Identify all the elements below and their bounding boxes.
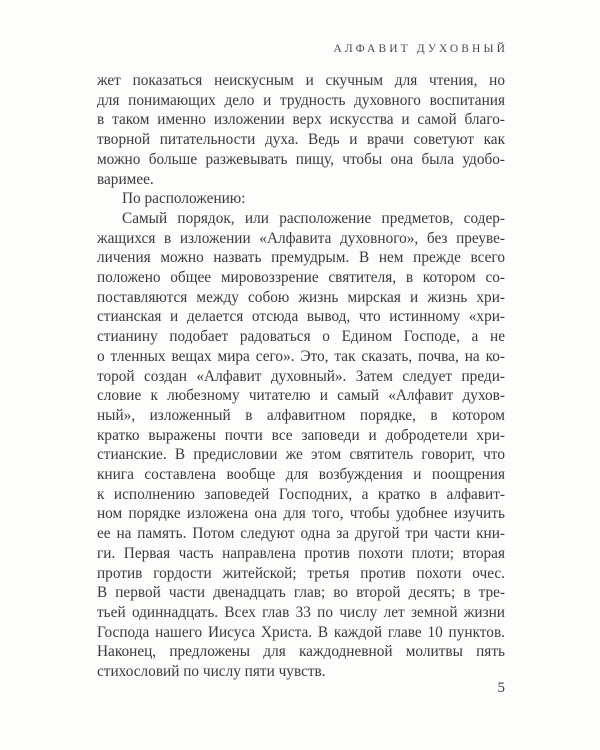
text-line: стианские. В предисловии же этом святитель говорит, что <box>97 446 505 464</box>
text-line: поставляются между собою жизнь мирская и жизнь хри- <box>97 288 505 306</box>
text-line: По расположению: <box>122 190 246 208</box>
text-line: жет показаться неискусным и скучным для чтения, но <box>97 72 505 89</box>
text-line: кратко выражены почти все заповеди и добродетели хри- <box>97 426 505 444</box>
text-line: ги. Первая часть направлена против похоти плоти; вторая <box>97 544 505 562</box>
text-line: Самый порядок, или расположение предметов, содер- <box>122 209 505 227</box>
text-line: стихословий по числу пяти чувств. <box>97 663 326 681</box>
text-line: творной питательности духа. Ведь и врачи советуют как <box>97 131 505 149</box>
text-line: торой создан «Алфавит духовный». Затем следует преди- <box>97 367 505 385</box>
text-line: положено общее мировоззрение святителя, в котором со- <box>97 269 505 287</box>
running-header: АЛФАВИТ ДУХОВНЫЙ <box>333 43 508 55</box>
text-line: Наконец, предложены для каждодневной молитвы пять <box>97 643 505 661</box>
text-line: стианская и делается отсюда вывод, что истинному «хри- <box>97 308 505 326</box>
text-line: против гордости житейской; третья против похоти очес. <box>97 564 505 582</box>
text-line: к исполнению заповедей Господних, а кратко в алфавит- <box>97 485 505 503</box>
text-line: для понимающих дело и трудность духовного воспитания <box>97 91 505 109</box>
paragraph <box>97 71 505 189</box>
text-line: ном порядке изложена она для того, чтобы удобнее изучить <box>97 505 505 523</box>
text-line: жащихся в изложении «Алфавита духовного», без преуве- <box>97 229 505 247</box>
body-text <box>97 71 505 682</box>
text-line: Господа нашего Иисуса Христа. В каждой главе 10 пунктов. <box>97 623 505 641</box>
paragraph <box>97 209 505 682</box>
page-number: 5 <box>497 680 505 696</box>
text-line: тьей одиннадцать. Всех глав 33 по числу лет земной жизни <box>97 603 505 621</box>
text-line: книга составлена вообще для возбуждения и поощрения <box>97 466 505 484</box>
paragraph <box>97 189 505 209</box>
text-line: словие к любезному читателю и самый «Алфавит духов- <box>97 387 505 405</box>
text-line: личения можно назвать премудрым. В нем прежде всего <box>97 249 505 267</box>
text-line: можно больше разжевывать пищу, чтобы она была удобо- <box>97 150 505 168</box>
text-line: о тленных вещах мира сего». Это, так сказать, почва, на ко- <box>97 347 505 365</box>
text-line: В первой части двенадцать глав; во второй десять; в тре- <box>97 584 505 602</box>
text-line: варимее. <box>97 170 154 188</box>
text-line: в таком именно изложении верх искусства и самой благо- <box>97 111 505 129</box>
text-line: ее на память. Потом следуют одна за другой три части кни- <box>97 525 505 543</box>
text-line: ный», изложенный в алфавитном порядке, в котором <box>97 406 505 424</box>
text-line: стианину подобает радоваться о Едином Господе, а не <box>97 328 505 346</box>
